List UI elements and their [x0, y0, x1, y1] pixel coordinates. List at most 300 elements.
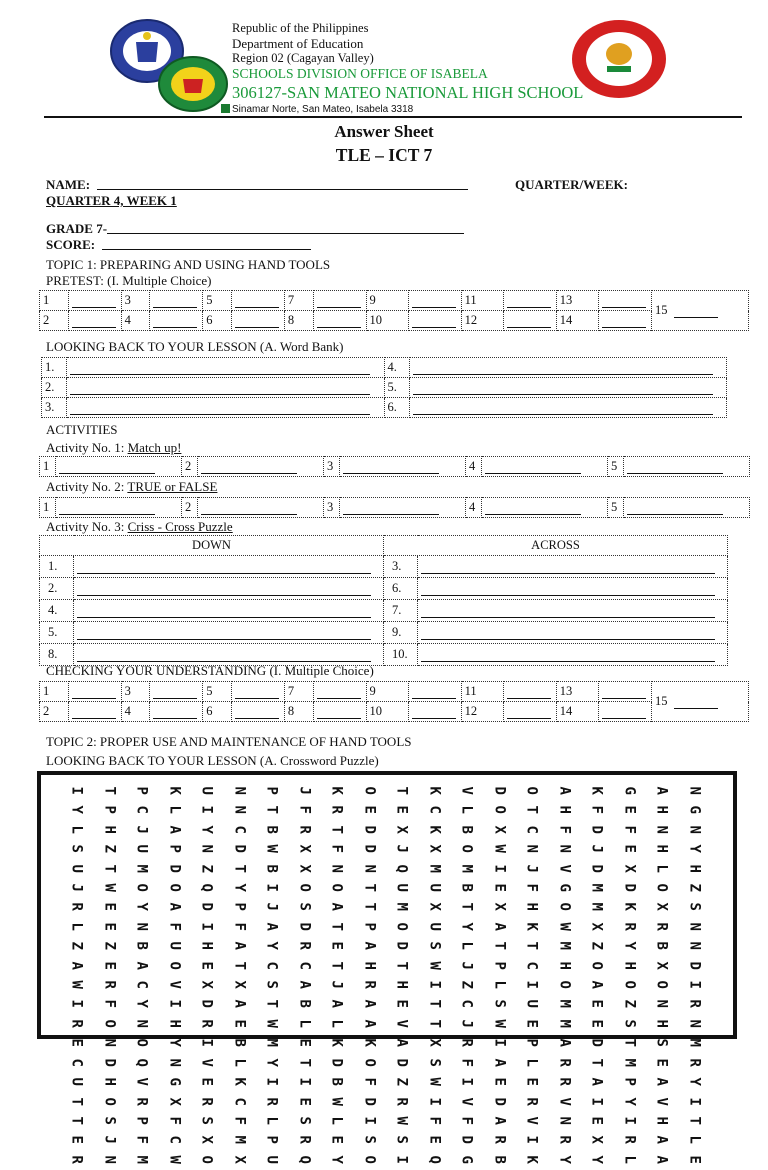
checking-answer-table [39, 681, 749, 722]
puzzle-column [618, 781, 640, 1164]
puzzle-letter: Y [686, 844, 703, 854]
puzzle-letter: I [198, 922, 215, 931]
answer-blank[interactable] [602, 296, 646, 308]
puzzle-letter: F [458, 1058, 475, 1067]
puzzle-letter: G [556, 883, 573, 892]
puzzle-letter: E [523, 1019, 540, 1028]
puzzle-letter: A [328, 902, 345, 912]
answer-blank[interactable] [317, 707, 361, 719]
item-number: 3. [42, 398, 67, 418]
puzzle-letter: M [426, 864, 443, 873]
item-number: 10. [384, 644, 418, 666]
puzzle-letter: T [588, 1058, 605, 1067]
puzzle-letter: E [101, 961, 118, 970]
puzzle-letter: K [588, 786, 605, 795]
puzzle-column [423, 781, 445, 1164]
puzzle-letter: R [133, 1096, 150, 1106]
answer-sheet-title: Answer Sheet [334, 122, 434, 141]
answer-blank[interactable] [235, 296, 279, 308]
puzzle-column [195, 781, 217, 1164]
activity2-heading [46, 479, 217, 495]
answer-blank[interactable] [507, 687, 551, 699]
puzzle-letter: A [653, 1155, 670, 1164]
puzzle-letter: R [296, 1135, 313, 1145]
item-number: 1. [40, 556, 74, 578]
puzzle-letter: H [101, 1077, 118, 1087]
puzzle-letter: J [393, 844, 410, 854]
answer-blank[interactable] [674, 697, 718, 709]
answer-blank[interactable] [421, 606, 715, 618]
puzzle-letter: S [68, 844, 85, 854]
puzzle-letter: L [296, 1019, 313, 1028]
puzzle-letter: B [231, 1038, 248, 1048]
puzzle-letter: R [361, 980, 378, 989]
answer-blank[interactable] [70, 403, 370, 415]
activity1-title: Match up! [127, 440, 182, 455]
answer-blank[interactable] [602, 707, 646, 719]
puzzle-letter: D [686, 961, 703, 970]
mc-number: 10 [366, 311, 408, 331]
puzzle-letter: D [621, 883, 638, 892]
puzzle-letter: T [231, 864, 248, 873]
name-label: NAME: [46, 177, 91, 192]
score-field[interactable] [102, 238, 311, 250]
answer-blank[interactable] [674, 306, 718, 318]
puzzle-letter: M [393, 902, 410, 912]
puzzle-letter: E [588, 1019, 605, 1028]
grade-label: GRADE 7- [46, 221, 108, 236]
answer-blank[interactable] [77, 562, 371, 574]
answer-blank[interactable] [153, 296, 197, 308]
puzzle-letter: N [686, 922, 703, 931]
puzzle-letter: W [491, 1019, 508, 1028]
puzzle-letter: O [556, 902, 573, 912]
answer-blank[interactable] [421, 628, 715, 640]
puzzle-letter: A [328, 999, 345, 1009]
puzzle-letter: U [198, 786, 215, 795]
puzzle-letter: E [328, 1135, 345, 1145]
puzzle-letter: A [263, 922, 280, 931]
answer-blank[interactable] [235, 707, 279, 719]
puzzle-letter: J [458, 1019, 475, 1028]
answer-blank[interactable] [72, 316, 116, 328]
answer-blank[interactable] [343, 503, 439, 515]
answer-blank[interactable] [421, 584, 715, 596]
puzzle-letter: X [426, 844, 443, 854]
answer-blank[interactable] [317, 687, 361, 699]
puzzle-letter: P [263, 1135, 280, 1145]
puzzle-letter: V [556, 1096, 573, 1106]
puzzle-letter: I [166, 999, 183, 1009]
puzzle-letter: N [133, 922, 150, 931]
puzzle-column [650, 781, 672, 1164]
puzzle-letter: D [296, 922, 313, 931]
puzzle-letter: E [621, 805, 638, 815]
puzzle-column [98, 781, 120, 1164]
answer-blank[interactable] [412, 687, 456, 699]
answer-blank[interactable] [413, 403, 713, 415]
name-field[interactable] [97, 178, 468, 190]
answer-blank[interactable] [77, 628, 371, 640]
puzzle-letter: U [426, 922, 443, 931]
puzzle-letter: F [166, 1116, 183, 1125]
puzzle-letter: V [133, 1077, 150, 1087]
puzzle-column [260, 781, 282, 1164]
answer-blank[interactable] [77, 606, 371, 618]
puzzle-letter: Y [621, 941, 638, 951]
item-number: 8. [40, 644, 74, 666]
activities-heading: ACTIVITIES [46, 422, 118, 437]
answer-blank[interactable] [485, 462, 581, 474]
puzzle-letter: A [68, 961, 85, 970]
puzzle-letter: N [166, 1058, 183, 1067]
puzzle-column [325, 781, 347, 1164]
mc-number: 2 [40, 311, 69, 331]
puzzle-letter: C [231, 1096, 248, 1106]
puzzle-letter: H [361, 961, 378, 970]
puzzle-letter: K [361, 1038, 378, 1048]
puzzle-letter: W [68, 980, 85, 989]
puzzle-letter: R [686, 1058, 703, 1067]
answer-blank[interactable] [317, 316, 361, 328]
mc-number: 2 [40, 702, 69, 722]
puzzle-letter: E [198, 961, 215, 970]
answer-blank[interactable] [627, 503, 723, 515]
region-text: Region 02 (Cagayan Valley) [232, 51, 374, 65]
mc-number: 7 [284, 291, 313, 311]
puzzle-letter: A [296, 980, 313, 989]
puzzle-letter: N [231, 786, 248, 795]
puzzle-letter: T [491, 941, 508, 951]
puzzle-letter: D [588, 825, 605, 834]
puzzle-letter: H [653, 1019, 670, 1028]
answer-blank[interactable] [507, 316, 551, 328]
puzzle-letter: A [231, 941, 248, 951]
puzzle-letter: R [556, 1058, 573, 1067]
item-number: 5. [40, 622, 74, 644]
puzzle-letter: H [556, 805, 573, 815]
puzzle-letter: E [68, 1135, 85, 1145]
mc-number: 11 [461, 682, 503, 702]
puzzle-letter: H [653, 805, 670, 815]
puzzle-letter: O [166, 883, 183, 892]
mc-number: 14 [556, 702, 598, 722]
puzzle-letter: E [198, 1077, 215, 1087]
puzzle-letter: R [328, 805, 345, 815]
puzzle-letter: I [426, 980, 443, 989]
puzzle-letter: W [263, 1019, 280, 1028]
puzzle-letter: Y [68, 805, 85, 815]
puzzle-letter: O [361, 1155, 378, 1164]
mc-number: 6 [203, 311, 232, 331]
puzzle-letter: J [523, 864, 540, 873]
puzzle-letter: S [653, 1038, 670, 1048]
answer-blank[interactable] [627, 462, 723, 474]
puzzle-letter: N [556, 1116, 573, 1125]
puzzle-letter: T [426, 999, 443, 1009]
puzzle-letter: K [621, 902, 638, 912]
puzzle-letter: X [296, 844, 313, 854]
activity3-heading [46, 519, 233, 535]
puzzle-letter: I [491, 1038, 508, 1048]
answer-blank[interactable] [421, 650, 715, 662]
puzzle-letter: X [198, 1135, 215, 1145]
puzzle-letter: M [133, 864, 150, 873]
puzzle-letter: Y [588, 1155, 605, 1164]
puzzle-letter: O [361, 786, 378, 795]
puzzle-letter: T [263, 999, 280, 1009]
puzzle-letter: O [361, 1058, 378, 1067]
answer-blank[interactable] [77, 650, 371, 662]
answer-blank[interactable] [507, 296, 551, 308]
puzzle-column [65, 781, 87, 1164]
answer-blank[interactable] [413, 383, 713, 395]
answer-blank[interactable] [412, 316, 456, 328]
puzzle-letter: T [361, 902, 378, 912]
puzzle-letter: S [686, 902, 703, 912]
puzzle-letter: K [523, 1155, 540, 1164]
puzzle-letter: C [231, 825, 248, 834]
puzzle-letter: O [653, 980, 670, 989]
puzzle-letter: K [166, 786, 183, 795]
puzzle-letter: N [653, 825, 670, 834]
puzzle-letter: L [68, 825, 85, 834]
puzzle-letter: X [426, 902, 443, 912]
puzzle-letter: A [393, 1038, 410, 1048]
puzzle-letter: T [328, 825, 345, 834]
puzzle-letter: L [523, 1058, 540, 1067]
answer-blank[interactable] [59, 503, 155, 515]
grade-field[interactable] [107, 222, 464, 234]
puzzle-letter: R [458, 1038, 475, 1048]
puzzle-letter: I [458, 1077, 475, 1087]
puzzle-letter: L [458, 941, 475, 951]
answer-blank[interactable] [153, 687, 197, 699]
puzzle-letter: D [198, 902, 215, 912]
answer-blank[interactable] [507, 707, 551, 719]
answer-blank[interactable] [602, 316, 646, 328]
puzzle-letter: E [426, 1135, 443, 1145]
answer-blank[interactable] [412, 707, 456, 719]
puzzle-letter: N [556, 844, 573, 854]
puzzle-letter: X [393, 825, 410, 834]
answer-blank[interactable] [153, 316, 197, 328]
puzzle-letter: V [458, 786, 475, 795]
puzzle-letter: N [523, 844, 540, 854]
item-number: 3 [323, 498, 339, 518]
answer-blank[interactable] [412, 296, 456, 308]
puzzle-letter: E [231, 1019, 248, 1028]
puzzle-letter: L [68, 922, 85, 931]
item-number: 4. [40, 600, 74, 622]
item-number: 2 [181, 498, 197, 518]
puzzle-letter: B [133, 941, 150, 951]
puzzle-letter: F [231, 922, 248, 931]
puzzle-letter: E [296, 1096, 313, 1106]
puzzle-letter: O [523, 786, 540, 795]
answer-blank[interactable] [70, 383, 370, 395]
answer-blank[interactable] [235, 687, 279, 699]
puzzle-letter: T [68, 1096, 85, 1106]
puzzle-letter: H [198, 941, 215, 951]
puzzle-letter: E [101, 922, 118, 931]
puzzle-letter: R [296, 941, 313, 951]
puzzle-letter: F [523, 883, 540, 892]
puzzle-letter: I [198, 1038, 215, 1048]
item-number: 6. [384, 398, 409, 418]
puzzle-letter: A [166, 825, 183, 834]
puzzle-letter: A [361, 941, 378, 951]
puzzle-letter: U [133, 844, 150, 854]
puzzle-letter: R [653, 922, 670, 931]
school-seal-logo [570, 18, 668, 100]
republic-text: Republic of the Philippines [232, 21, 369, 35]
puzzle-letter: Y [198, 825, 215, 834]
puzzle-letter: O [458, 844, 475, 854]
answer-blank[interactable] [72, 707, 116, 719]
puzzle-letter: Q [198, 883, 215, 892]
answer-blank[interactable] [602, 687, 646, 699]
puzzle-letter: N [686, 825, 703, 834]
mc-number: 7 [284, 682, 313, 702]
puzzle-letter: A [231, 999, 248, 1009]
answer-blank[interactable] [201, 462, 297, 474]
puzzle-letter: T [523, 941, 540, 951]
puzzle-letter: F [361, 1077, 378, 1087]
word-search-puzzle [37, 771, 737, 1164]
answer-blank[interactable] [72, 296, 116, 308]
puzzle-letter: O [621, 980, 638, 989]
puzzle-letter: X [166, 1096, 183, 1106]
puzzle-letter: T [621, 1038, 638, 1048]
puzzle-letter: B [458, 883, 475, 892]
answer-blank[interactable] [317, 296, 361, 308]
puzzle-letter: F [166, 922, 183, 931]
puzzle-letter: G [458, 1155, 475, 1164]
answer-blank[interactable] [235, 316, 279, 328]
puzzle-letter: N [653, 999, 670, 1009]
puzzle-letter: X [588, 922, 605, 931]
puzzle-letter: X [653, 902, 670, 912]
item-number: 3. [384, 556, 418, 578]
puzzle-letter: R [263, 1096, 280, 1106]
puzzle-letter: I [686, 1096, 703, 1106]
puzzle-letter: H [556, 961, 573, 970]
puzzle-letter: I [68, 999, 85, 1009]
mc-number: 13 [556, 291, 598, 311]
puzzle-letter: B [491, 1155, 508, 1164]
puzzle-letter: M [588, 883, 605, 892]
puzzle-letter: Y [686, 1077, 703, 1087]
activity3-title: Criss - Cross Puzzle [127, 519, 233, 534]
puzzle-letter: O [101, 1019, 118, 1028]
answer-blank[interactable] [485, 503, 581, 515]
puzzle-letter: T [328, 961, 345, 970]
puzzle-letter: I [68, 786, 85, 795]
puzzle-letter: X [231, 980, 248, 989]
answer-blank[interactable] [72, 687, 116, 699]
puzzle-letter: C [296, 961, 313, 970]
puzzle-letter: L [491, 980, 508, 989]
puzzle-column [455, 781, 477, 1164]
puzzle-letter: J [101, 1135, 118, 1145]
puzzle-letter: M [588, 902, 605, 912]
puzzle-letter: I [491, 864, 508, 873]
activity3-prefix: Activity No. 3: [46, 519, 128, 534]
item-number: 5 [607, 457, 623, 477]
mc-number: 1 [40, 291, 69, 311]
puzzle-letter: O [393, 922, 410, 931]
puzzle-letter: I [263, 883, 280, 892]
puzzle-letter: H [653, 1116, 670, 1125]
puzzle-letter: S [491, 999, 508, 1009]
puzzle-letter: F [133, 1135, 150, 1145]
puzzle-letter: D [361, 844, 378, 854]
answer-blank[interactable] [153, 707, 197, 719]
puzzle-letter: T [101, 864, 118, 873]
puzzle-letter: Y [133, 902, 150, 912]
puzzle-column [520, 781, 542, 1164]
puzzle-letter: C [523, 961, 540, 970]
answer-blank[interactable] [413, 363, 713, 375]
puzzle-letter: P [263, 786, 280, 795]
answer-blank[interactable] [59, 462, 155, 474]
puzzle-letter: W [426, 961, 443, 970]
puzzle-letter: R [621, 1135, 638, 1145]
puzzle-letter: M [621, 1058, 638, 1067]
puzzle-letter: E [361, 805, 378, 815]
puzzle-letter: J [296, 786, 313, 795]
puzzle-letter: F [101, 999, 118, 1009]
puzzle-letter: A [133, 961, 150, 970]
looking-back-crossword: LOOKING BACK TO YOUR LESSON (A. Crossword Puzzle) [46, 753, 379, 768]
answer-blank[interactable] [421, 562, 715, 574]
puzzle-letter: O [296, 883, 313, 892]
puzzle-letter: Z [588, 941, 605, 951]
puzzle-letter: Q [393, 864, 410, 873]
puzzle-letter: Y [263, 1058, 280, 1067]
puzzle-letter: P [101, 805, 118, 815]
puzzle-letter: M [556, 1019, 573, 1028]
puzzle-letter: Y [166, 1038, 183, 1048]
item-number: 5 [607, 498, 623, 518]
puzzle-letter: K [328, 1038, 345, 1048]
puzzle-letter: E [101, 902, 118, 912]
answer-blank[interactable] [70, 363, 370, 375]
answer-blank[interactable] [201, 503, 297, 515]
puzzle-letter: E [621, 844, 638, 854]
answer-blank[interactable] [343, 462, 439, 474]
puzzle-letter: A [653, 1077, 670, 1087]
puzzle-letter: X [426, 1038, 443, 1048]
puzzle-letter: W [328, 1096, 345, 1106]
puzzle-letter: X [588, 1135, 605, 1145]
puzzle-letter: I [523, 980, 540, 989]
mc-number: 12 [461, 702, 503, 722]
school-address: Sinamar Norte, San Mateo, Isabela 3318 [232, 104, 414, 115]
puzzle-letter: D [458, 1135, 475, 1145]
activity2-prefix: Activity No. 2: [46, 479, 128, 494]
puzzle-letter: R [68, 1019, 85, 1028]
puzzle-letter: A [166, 902, 183, 912]
puzzle-letter: K [523, 922, 540, 931]
mc-number: 11 [461, 291, 503, 311]
puzzle-letter: T [686, 1116, 703, 1125]
answer-blank[interactable] [77, 584, 371, 596]
puzzle-letter: R [523, 1096, 540, 1106]
puzzle-letter: T [101, 786, 118, 795]
item-number: 4 [465, 457, 481, 477]
